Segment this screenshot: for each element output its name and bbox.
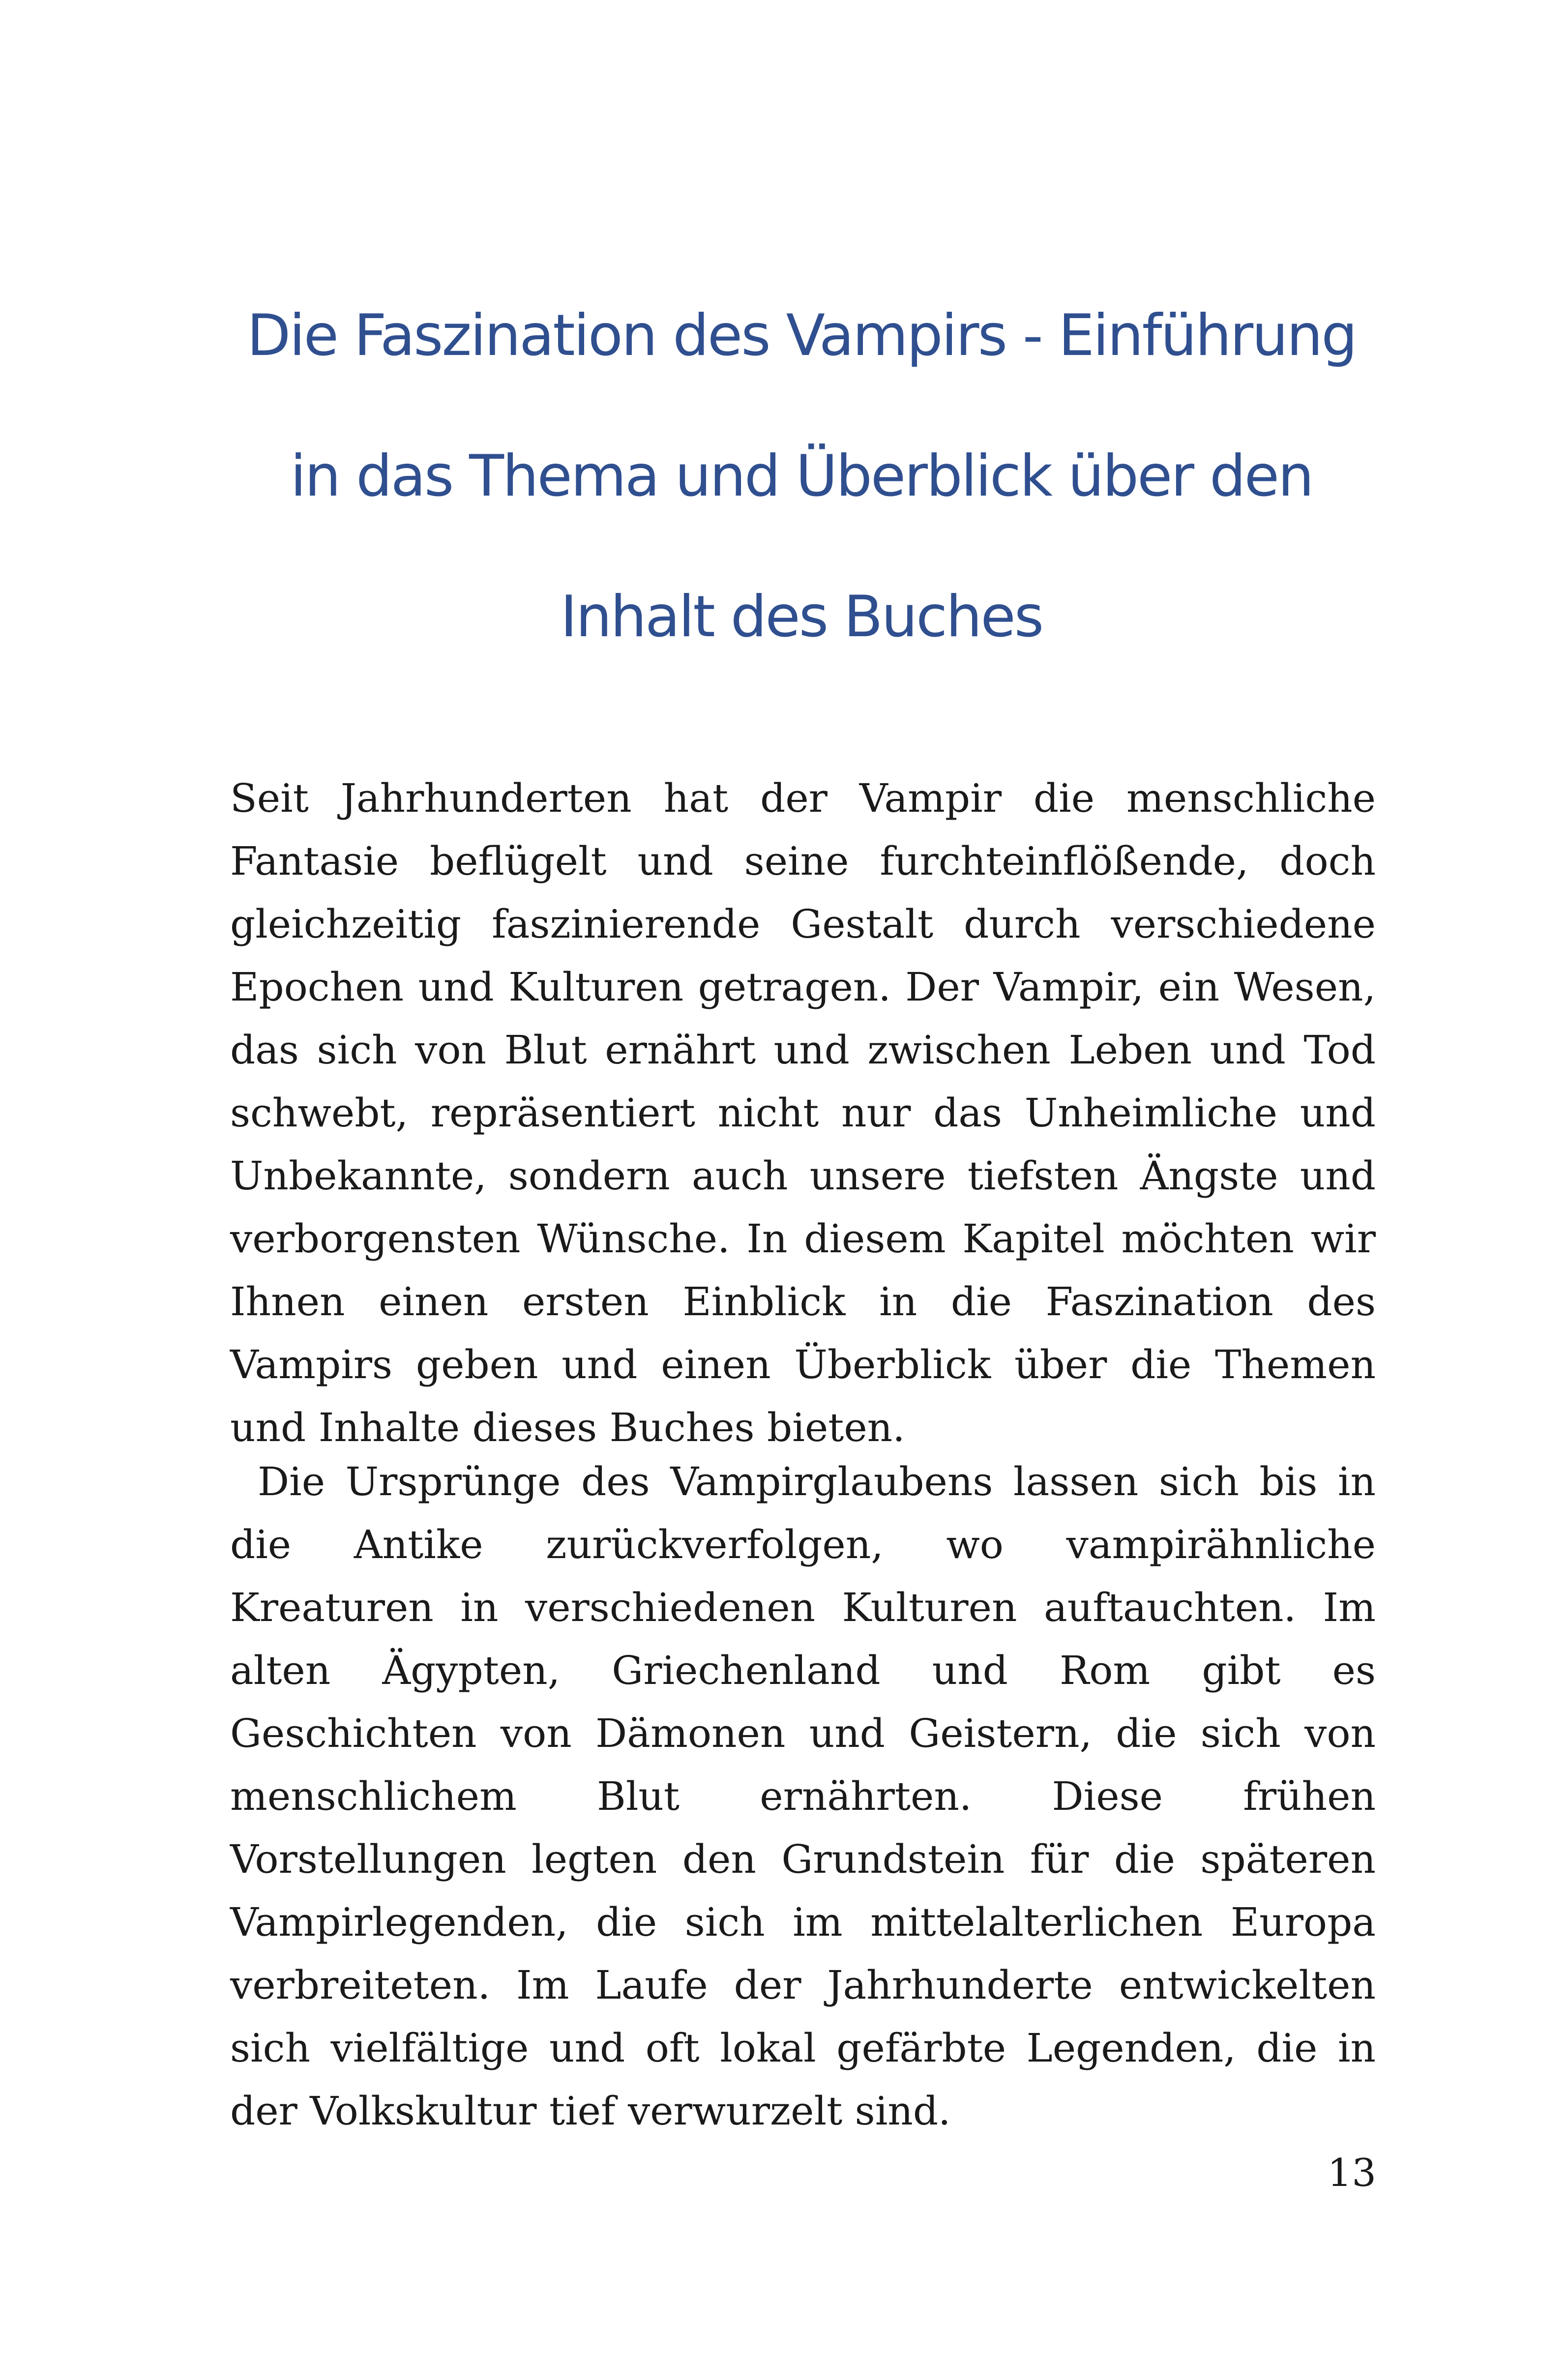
paragraph-2: Die Ursprünge des Vampirglaubens lassen sich bis in die Antike zurückverfolgen, wo vampirähnliche Kreaturen in verschiedenen Kulturen auftauchten. Im alten Ägypten, Griechenland und Rom gibt es Geschichten von Dämonen und Geistern, die sich von menschlichem Blut ernährten. Diese frühen Vorstellungen legten den Grundstein für die späteren Vampirlegenden, die sich im mittelalterlichen Europa verbreiteten. Im Laufe der Jahrhunderte entwickelten sich vielfältige und oft lokal gefärbte Legenden, die in der Volkskultur tief verwurzelt sind.	[230, 1459, 1376, 2134]
chapter-title	[216, 266, 1387, 687]
chapter-title-line-1: Die Faszination des Vampirs - Einführung	[247, 302, 1356, 369]
paragraph-1: Seit Jahrhunderten hat der Vampir die menschliche Fantasie beflügelt und seine furchteinflößende, doch gleichzeitig faszinierende Gestalt durch verschiedene Epochen und Kulturen getragen. Der Vampir, ein Wesen, das sich von Blut ernährt und zwischen Leben und Tod schwebt, repräsentiert nicht nur das Unheimliche und Unbekannte, sondern auch unsere tiefsten Ängste und verborgensten Wünsche. In diesem Kapitel möchten wir Ihnen einen ersten Einblick in die Faszination des Vampirs geben und einen Überblick über die Themen und Inhalte dieses Buches bieten.	[230, 775, 1376, 1450]
page-number: 13	[1327, 2151, 1376, 2195]
chapter-title-line-2: in das Thema und Überblick über den	[290, 443, 1313, 509]
chapter-title-line-3: Inhalt des Buches	[560, 584, 1043, 650]
